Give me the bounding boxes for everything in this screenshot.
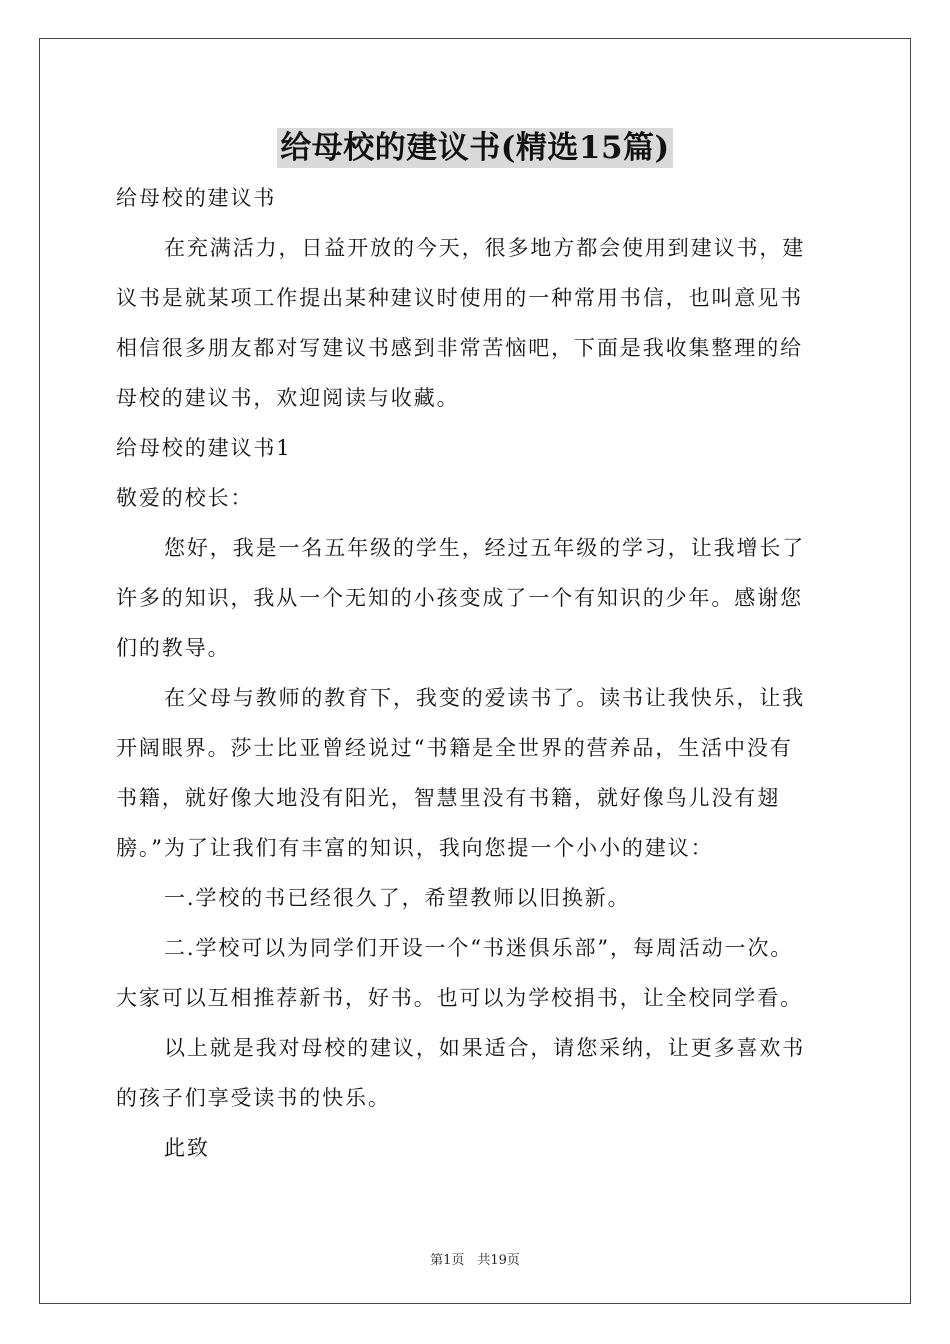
text-line: 许多的知识，我从一个无知的小孩变成了一个有知识的少年。感谢您 xyxy=(116,586,803,610)
text-line: 在父母与教师的教育下，我变的爱读书了。读书让我快乐，让我 xyxy=(164,686,806,710)
text-line: 议书是就某项工作提出某种建议时使用的一种常用书信，也叫意见书 xyxy=(116,286,803,310)
document-title: 给母校的建议书(精选15篇) xyxy=(277,128,672,168)
text-line: 一.学校的书已经很久了，希望教师以旧换新。 xyxy=(164,886,631,910)
text-line: 相信很多朋友都对写建议书感到非常苦恼吧，下面是我收集整理的给 xyxy=(116,336,803,360)
text-line: 此致 xyxy=(164,1136,210,1160)
title-wrap xyxy=(0,128,950,168)
text-line: 您好，我是一名五年级的学生，经过五年级的学习，让我增长了 xyxy=(164,536,806,560)
text-line: 在充满活力，日益开放的今天，很多地方都会使用到建议书，建 xyxy=(164,236,806,260)
text-line: 给母校的建议书 xyxy=(116,186,277,210)
text-line: 以上就是我对母校的建议，如果适合，请您采纳，让更多喜欢书 xyxy=(164,1036,806,1060)
text-line: 大家可以互相推荐新书，好书。也可以为学校捐书，让全校同学看。 xyxy=(116,986,803,1010)
text-line: 母校的建议书，欢迎阅读与收藏。 xyxy=(116,386,460,410)
text-line: 的孩子们享受读书的快乐。 xyxy=(116,1086,391,1110)
text-line: 膀。”为了让我们有丰富的知识，我向您提一个小小的建议： xyxy=(116,836,714,860)
page-border xyxy=(39,38,911,1304)
text-line: 们的教导。 xyxy=(116,636,231,660)
text-line: 二.学校可以为同学们开设一个“书迷俱乐部”，每周活动一次。 xyxy=(164,936,794,960)
text-line: 开阔眼界。莎士比亚曾经说过“书籍是全世界的营养品，生活中没有 xyxy=(116,736,793,760)
text-line: 书籍，就好像大地没有阳光，智慧里没有书籍，就好像鸟儿没有翅 xyxy=(116,786,781,810)
text-line: 敬爱的校长： xyxy=(116,486,254,510)
text-line: 给母校的建议书1 xyxy=(116,436,292,460)
page-footer: 第1页 共19页 xyxy=(430,1253,520,1268)
